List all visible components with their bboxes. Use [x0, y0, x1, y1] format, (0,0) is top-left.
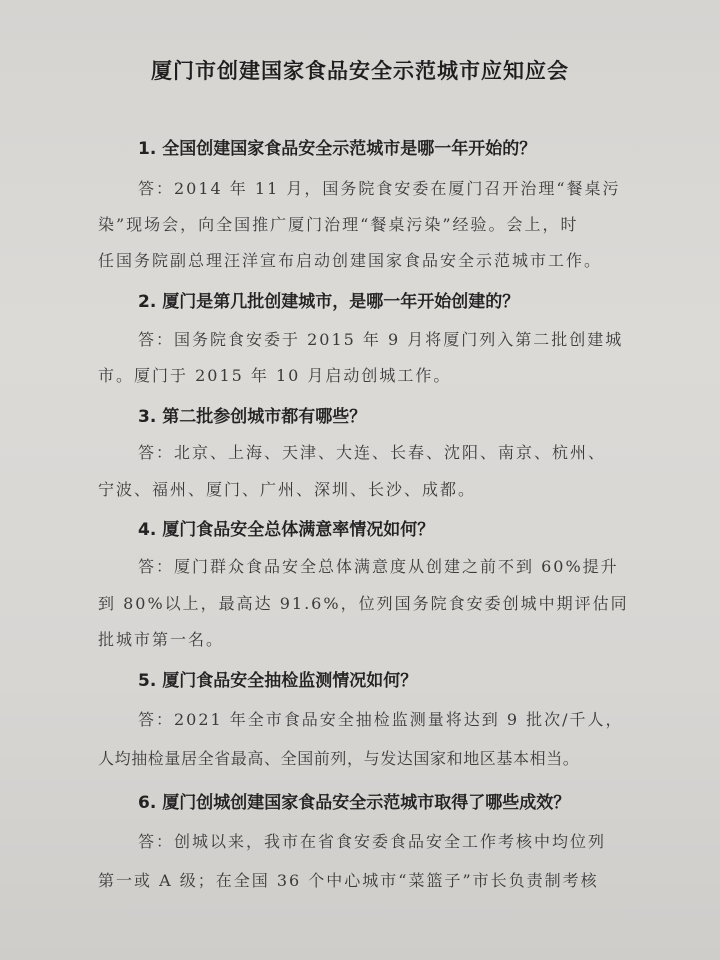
- question-5: 5. 厦门食品安全抽检监测情况如何？: [138, 671, 418, 691]
- answer-2-line-2: 市。厦门于 2015 年 10 月启动创城工作。: [98, 366, 452, 385]
- answer-1-line-3: 任国务院副总理汪洋宣布启动创建国家食品安全示范城市工作。: [98, 251, 603, 270]
- answer-4-line-2: 到 80%以上，最高达 91.6%，位列国务院食安委创城中期评估同: [98, 594, 629, 613]
- answer-3-line-2: 宁波、福州、厦门、广州、深圳、长沙、成都。: [98, 480, 477, 499]
- answer-4-line-1: 答：厦门群众食品安全总体满意度从创建之前不到 60%提升: [138, 557, 619, 576]
- answer-6-line-2: 第一或 A 级；在全国 36 个中心城市“菜篮子”市长负责制考核: [98, 871, 599, 890]
- question-4: 4. 厦门食品安全总体满意率情况如何？: [138, 520, 435, 540]
- answer-3-line-1: 答：北京、上海、天津、大连、长春、沈阳、南京、杭州、: [138, 443, 607, 462]
- answer-6-line-1: 答：创城以来，我市在省食安委食品安全工作考核中均位列: [138, 832, 607, 851]
- question-3: 3. 第二批参创城市都有哪些？: [138, 407, 367, 427]
- answer-1-line-2: 染”现场会，向全国推广厦门治理“餐桌污染”经验。会上，时: [98, 215, 579, 234]
- answer-1-line-1: 答：2014 年 11 月，国务院食安委在厦门召开治理“餐桌污: [138, 179, 621, 198]
- answer-2-line-1: 答：国务院食安委于 2015 年 9 月将厦门列入第二批创建城: [138, 330, 624, 349]
- question-2: 2. 厦门是第几批创建城市，是哪一年开始创建的？: [138, 292, 520, 312]
- question-6: 6. 厦门创城创建国家食品安全示范城市取得了哪些成效？: [138, 793, 571, 813]
- answer-5-line-2: 人均抽检量居全省最高、全国前列，与发达国家和地区基本相当。: [98, 749, 580, 768]
- answer-4-line-3: 批城市第一名。: [98, 630, 225, 649]
- answer-5-line-1: 答：2021 年全市食品安全抽检监测量将达到 9 批次/千人，: [138, 710, 624, 729]
- page-title: 厦门市创建国家食品安全示范城市应知应会: [151, 59, 569, 83]
- question-1: 1. 全国创建国家食品安全示范城市是哪一年开始的？: [138, 139, 537, 159]
